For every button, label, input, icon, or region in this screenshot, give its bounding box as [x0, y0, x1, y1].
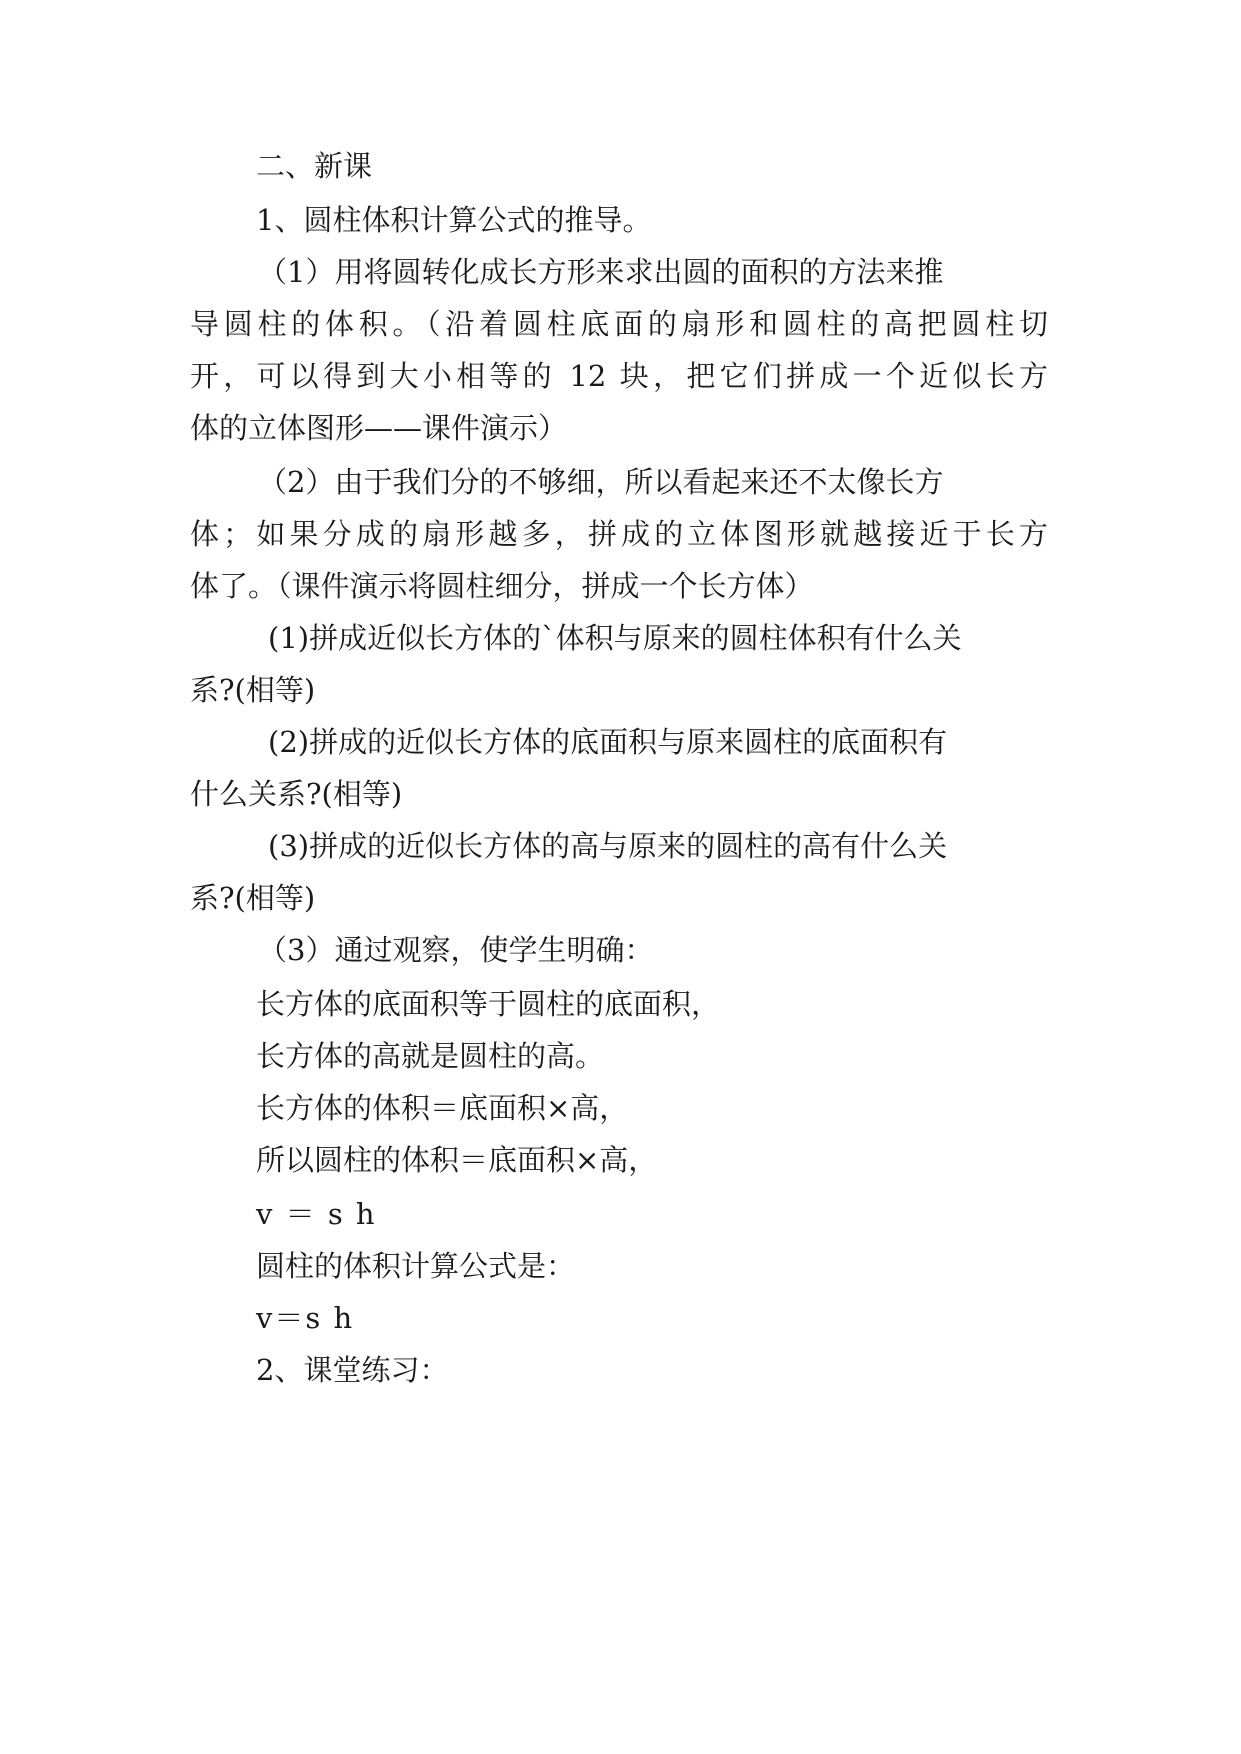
paragraph-line: （1）用将圆转化成长方形来求出圆的面积的方法来推	[258, 255, 944, 289]
section-heading: 二、新课	[256, 149, 373, 183]
question-line: 系?(相等)	[190, 881, 316, 915]
paragraph-line: 体了。（课件演示将圆柱细分，拼成一个长方体）	[190, 569, 814, 603]
paragraph-line: 长方体的底面积等于圆柱的底面积，	[256, 987, 721, 1021]
formula-line: 所以圆柱的体积＝底面积×高，	[256, 1143, 658, 1177]
paragraph-line: 体的立体图形——课件演示）	[190, 411, 568, 445]
question-line: (1)拼成近似长方体的`体积与原来的圆柱体积有什么关	[268, 621, 962, 655]
formula-line: v ＝ s h	[256, 1197, 377, 1231]
formula-line: 长方体的体积＝底面积×高，	[256, 1091, 629, 1125]
question-line: (3)拼成的近似长方体的高与原来的圆柱的高有什么关	[268, 829, 948, 863]
paragraph-line: （3）通过观察，使学生明确：	[258, 933, 654, 967]
subsection-heading: 1、圆柱体积计算公式的推导。	[256, 203, 652, 237]
paragraph-line: 开，可以得到大小相等的 12 块，把它们拼成一个近似长方	[190, 359, 1048, 393]
subsection-heading: 2、课堂练习：	[256, 1353, 449, 1387]
paragraph-line: 圆柱的体积计算公式是：	[256, 1249, 576, 1283]
paragraph-line: （2）由于我们分的不够细，所以看起来还不太像长方	[258, 465, 944, 499]
question-line: 什么关系?(相等)	[190, 777, 403, 811]
question-line: 系?(相等)	[190, 673, 316, 707]
question-line: (2)拼成的近似长方体的底面积与原来圆柱的底面积有	[268, 725, 948, 759]
paragraph-line: 体；如果分成的扇形越多，拼成的立体图形就越接近于长方	[190, 517, 1048, 551]
paragraph-line: 导圆柱的体积。（沿着圆柱底面的扇形和圆柱的高把圆柱切	[190, 307, 1048, 341]
formula-line: v＝s h	[256, 1301, 355, 1335]
paragraph-line: 长方体的高就是圆柱的高。	[256, 1039, 605, 1073]
